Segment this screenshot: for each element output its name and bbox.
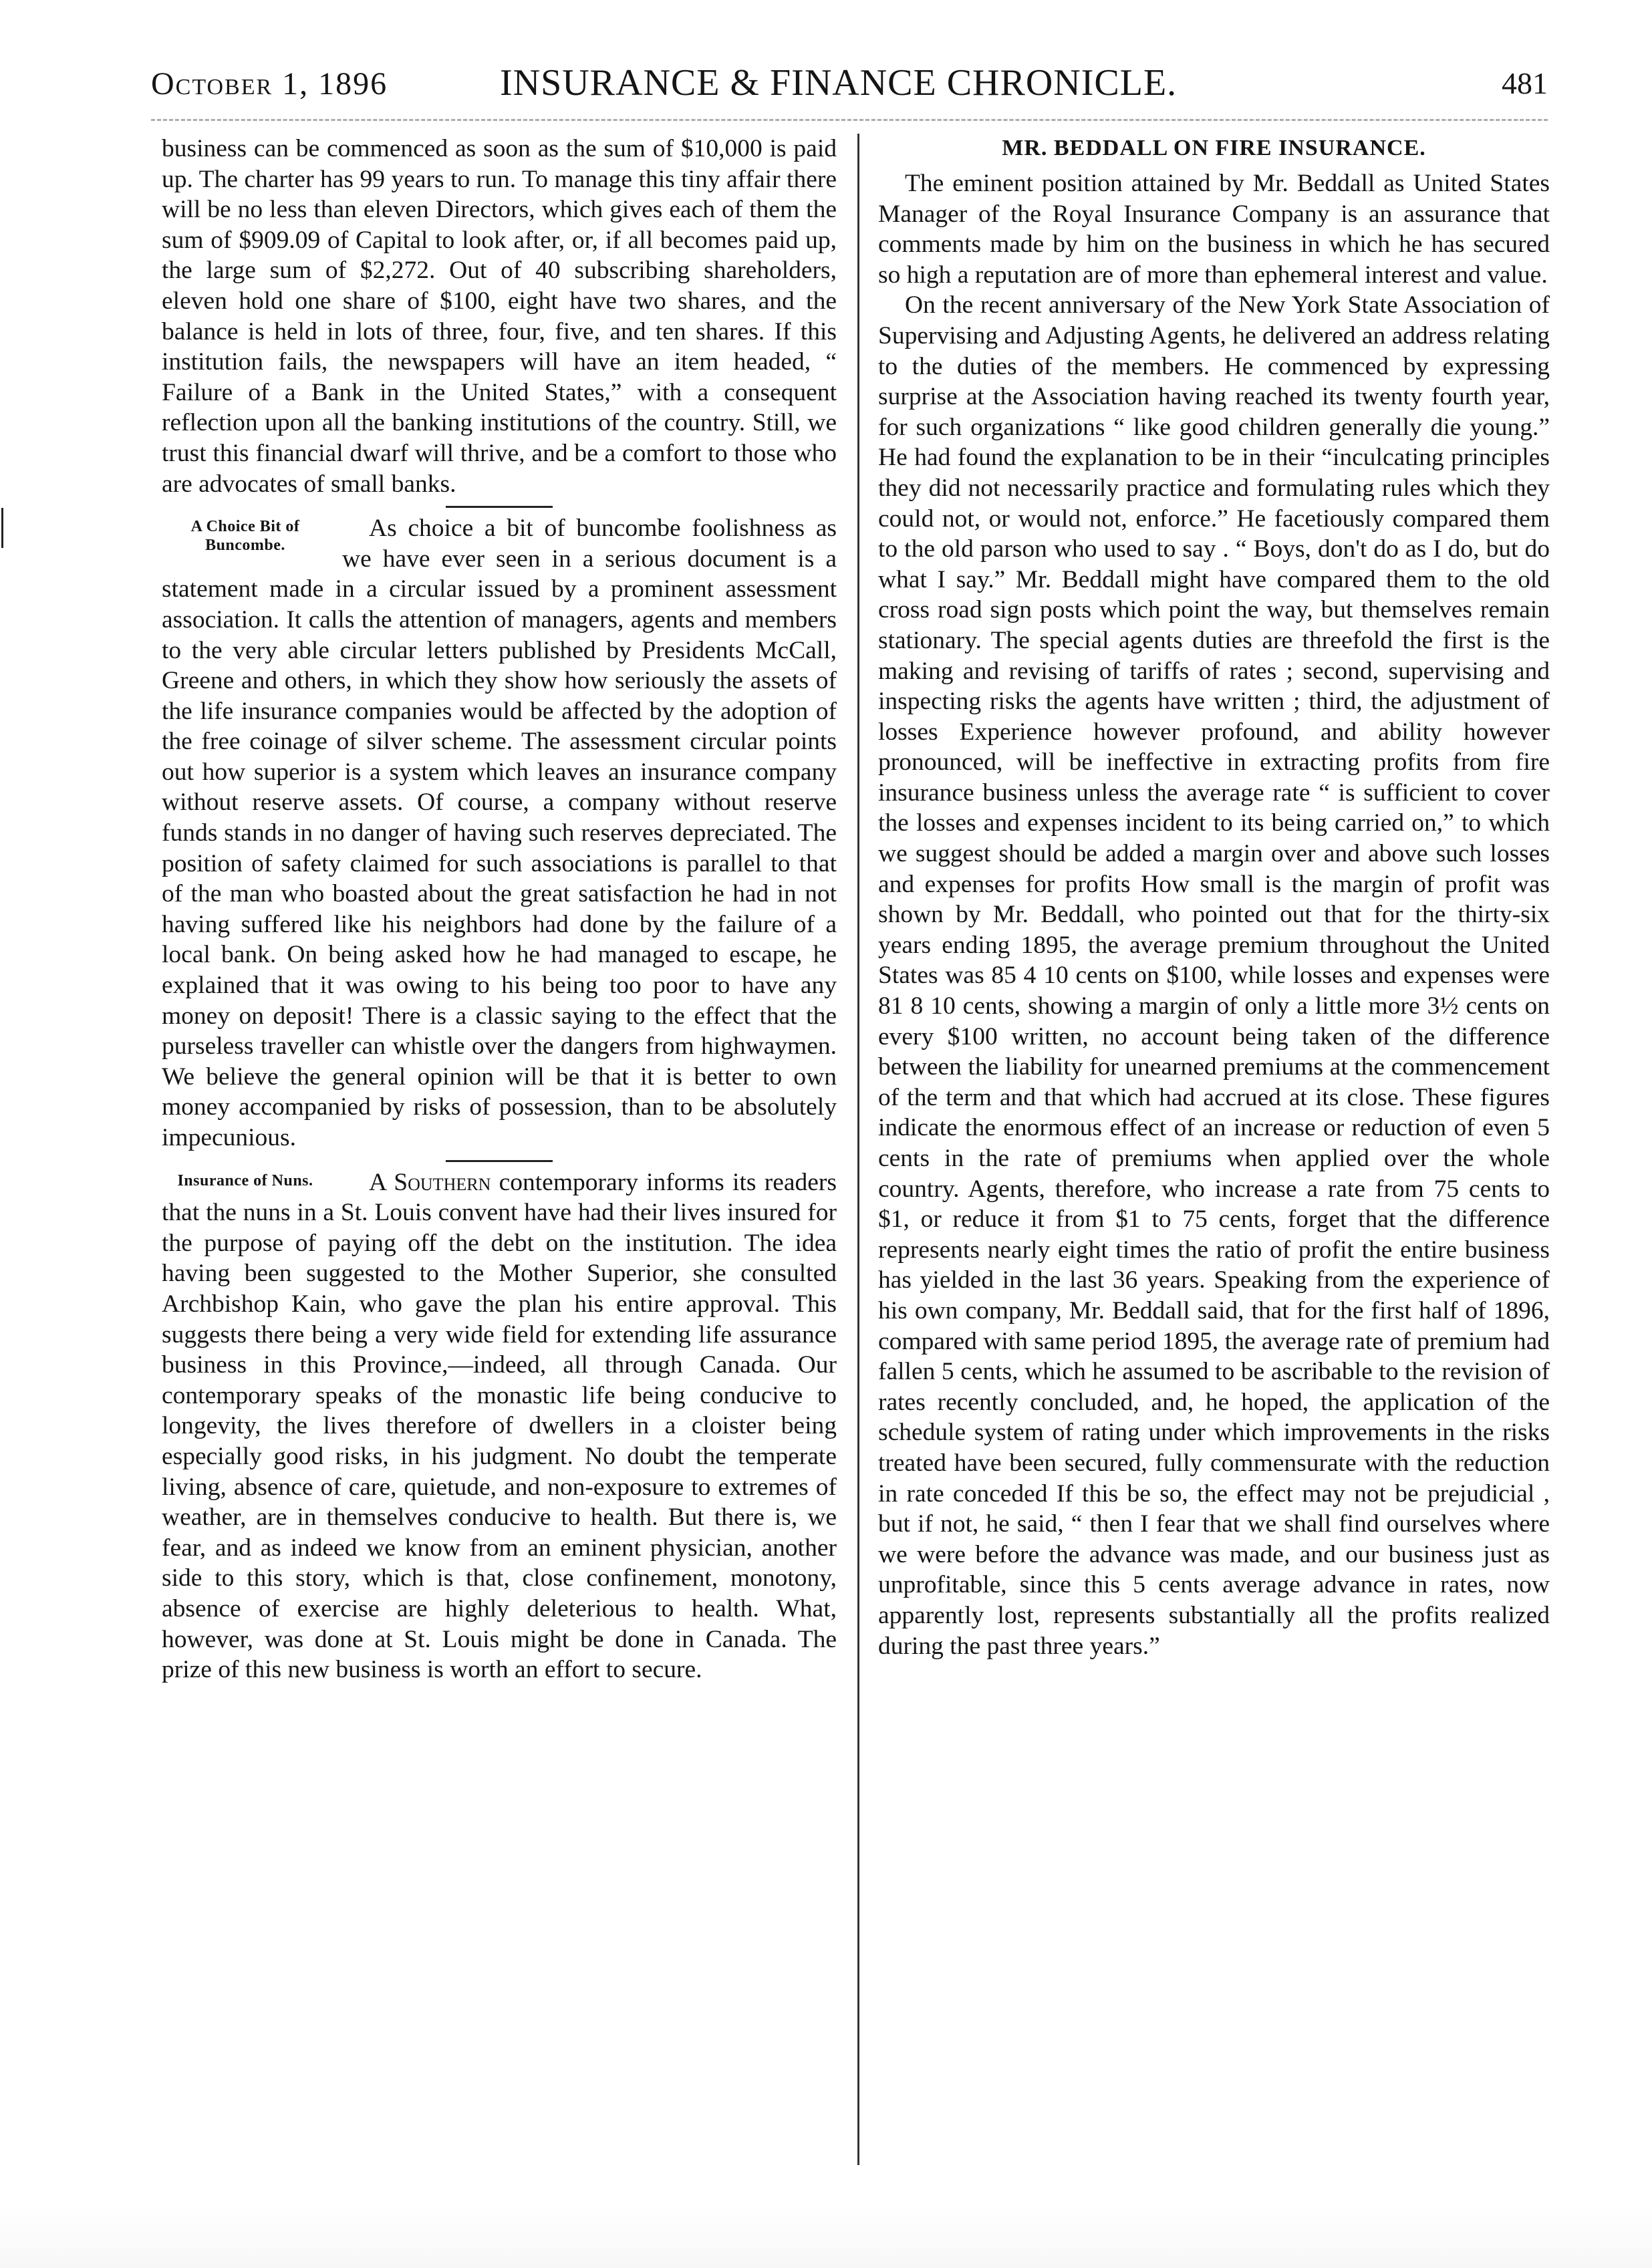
issue-date: October 1, 1896 xyxy=(151,66,388,102)
article-title: MR. BEDDALL ON FIRE INSURANCE. xyxy=(1002,136,1426,160)
buncombe-text: As choice a bit of buncombe foolishness as we have ever seen in a serious document is a statement made in a circular issued by a prominent assessment association. It calls the attention of managers, agents and members to the very able circular letters published by Presidents McCall, Greene and others, in which they show how seriously the assets of the life insurance companies would be affected by the adoption of the free coinage of silver scheme. The assessment circular points out how superior is a system which leaves an insurance company without reserve assets. Of course, a company without reserve funds stands in no danger of having such reserves depreciated. The position of safety claimed for such associations is parallel to that of the man who boasted about the great satisfaction he had in not having suffered like his neighbors had done by the failure of a local bank. On being asked how he had managed to escape, he explained that it was owing to his being too poor to have any money on deposit! There is a classic saying to the effect that the purseless traveller can whistle over the dangers from highwaymen. We believe the general opinion will be that it is better to own money accompanied by risks of possession, than to be absolutely impecunious. xyxy=(162,515,837,1151)
beddall-paragraph-2: On the recent anniversary of the New York State Association of Supervising and Adjusting Agents, he delivered an address relating to the duties of the members. He commenced by expressing surprise at the Association having reached its twenty fourth year, for such organizations “ like good children generally die young.” He had found the explanation to be in their “inculcating principles they did not necessarily practice and formulating rules which they could not, or would not, enforce.” He facetiously compared them to the old parson who used to say . “ Boys, don't do as I do, but do what I say.” Mr. Beddall might have compared them to the old cross road sign posts which point the way, but themselves remain stationary. The special agents duties are threefold the first is the making and revising of tariffs of rates ; second, supervising and inspecting risks the agents have written ; third, the adjustment of losses Experience however profound, and ability however pronounced, will be ineffective in extracting profits from fire insurance business unless the average rate “ is sufficient to cover the losses and expenses incident to its being carried on,” to which we suggest should be added a margin over and above such losses and expenses for profits How small is the margin of profit was shown by Mr. Beddall, who pointed out that for the thirty-six years ending 1895, the average premium throughout the United States was 85 4 10 cents on $100, while losses and expenses were 81 8 10 cents, showing a margin of only a little more 3½ cents on every $100 written, no account being taken of the difference between the liability for unearned premiums at the commencement of the term and that which had accrued at its close. These figures indicate the enormous effect of an increase or reduction of even 5 cents in the rate of premiums when applied over the whole country. Agents, therefore, who increase a rate from 75 cents to $1, or reduce it from $1 to 75 cents, forget that the difference represents nearly eight times the ratio of profit the entire business has yielded in the last 36 years. Speaking from the experience of his own company, Mr. Beddall said, that for the first half of 1896, compared with same period 1895, the average rate of premium had fallen 5 cents, which he assumed to be ascribable to the revision of rates recently concluded, and, he hoped, the application of the schedule system of rating under which improvements in the risks treated have been secured, fully commensurate with the reduction in rate conceded If this be so, the effect may not be prejudicial , but if not, he said, “ then I fear that we shall find ourselves where we were before the advance was made, and our business just as unprofitable, since this 5 cents average advance in rates, now apparently lost, represents substantially all the profits realized during the past three years.” xyxy=(878,291,1550,1660)
header-rule xyxy=(151,119,1548,121)
beddall-paragraph-1: The eminent position attained by Mr. Beddall as United States Manager of the Royal Insurance Company is an assurance that comments made by him on the business in which he has secured so high a reputation are of more than ephemeral interest and value. xyxy=(878,170,1550,289)
page-number: 481 xyxy=(1502,66,1548,100)
column-divider xyxy=(857,134,859,2165)
page-bottom-edge xyxy=(0,2205,1652,2268)
left-column xyxy=(162,134,837,1685)
side-heading-buncombe: A Choice Bit of Buncombe. xyxy=(190,518,300,555)
side-heading-nuns: Insurance of Nuns. xyxy=(177,1171,313,1189)
section-divider xyxy=(446,1160,553,1162)
publication-title: INSURANCE & FINANCE CHRONICLE. xyxy=(500,62,1178,104)
right-column xyxy=(878,134,1550,1661)
page-header xyxy=(151,61,1548,115)
nuns-text: contemporary informs its readers that the nuns in a St. Louis convent have had their lives insured for the purpose of paying off the debt on the institution. The idea having been suggested to the Mother Superior, she consulted Archbishop Kain, who gave the plan his entire approval. This suggests there being a very wide field for extending life assurance business in this Province,—indeed, all through Canada. Our contemporary speaks of the monastic life being conducive to longevity, the lives therefore of dwellers in a cloister being especially good risks, in his judgment. No doubt the temperate living, absence of care, quietude, and non-exposure to extremes of weather, are in themselves conducive to health. But there is, we fear, and as indeed we know from an eminent physician, another side to this story, which is that, close confinement, monotony, absence of exercise are highly deleterious to health. What, however, was done at St. Louis might be done in Canada. The prize of this new business is worth an effort to secure. xyxy=(162,1168,837,1684)
nuns-article xyxy=(162,1167,837,1685)
buncombe-article xyxy=(162,513,837,1153)
nuns-paragraph xyxy=(162,1167,837,1685)
nuns-lead-word: A Southern xyxy=(369,1168,491,1196)
margin-mark xyxy=(1,508,3,548)
continued-paragraph: business can be commenced as soon as the sum of $10,000 is paid up. The charter has 99 years to run. To manage this tiny affair there will be no less than eleven Directors, which gives each of them the sum of $909.09 of Capital to look after, or, if all becomes paid up, the large sum of $2,272. Out of 40 subscribing shareholders, eleven hold one share of $100, eight have two shares, and the balance is held in lots of three, four, five, and ten shares. If this institution fails, the newspapers will have an item headed, “ Failure of a Bank in the United States,” with a consequent reflection upon all the banking institutions of the country. Still, we trust this financial dwarf will thrive, and be a comfort to those who are advocates of small banks. xyxy=(162,135,837,498)
section-divider xyxy=(446,506,553,508)
